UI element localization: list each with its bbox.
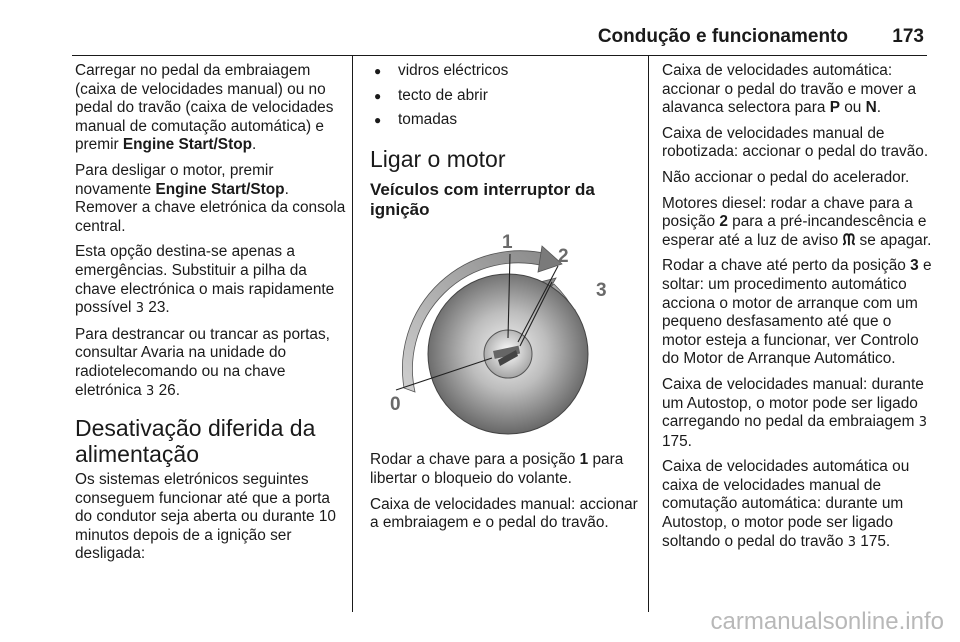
text: Caixa de velocidades automática: accionar o pedal do travão e mover a alavanca selectora para xyxy=(662,62,917,117)
text: Esta opção destina-se apenas a emergências. Substituir a pilha da chave electrónica o mais rapidamente possível xyxy=(75,243,335,317)
position-number: 2 xyxy=(719,213,728,231)
column-left xyxy=(75,62,347,571)
text: se apagar. xyxy=(855,231,932,249)
text: Para destrancar ou trancar as portas, consultar Avaria na unidade do radiotelecomando ou na chave eletrónica xyxy=(75,325,330,399)
list-item: ● tomadas xyxy=(370,111,642,130)
text: Caixa de velocidades automática ou caixa de velocidades manual de comutação automática: durante um Autostop, o motor pode ser ligado soltando o pedal do travão xyxy=(662,458,910,550)
paragraph xyxy=(662,195,934,251)
text: Rodar a chave até perto da posição xyxy=(662,257,911,275)
page-ref-icon: 3 xyxy=(918,415,927,431)
page-ref-icon: 3 xyxy=(135,301,145,317)
position-label-3: 3 xyxy=(596,279,607,301)
bullet-list xyxy=(370,62,642,130)
list-item: ● tecto de abrir xyxy=(370,87,642,106)
paragraph: Os sistemas eletrónicos seguintes conseguem funcionar até que a porta do condutor seja aberta ou durante 10 minutos depois de a ignição ser desligada: xyxy=(75,471,336,563)
list-item: ● vidros eléctricos xyxy=(370,62,642,81)
text: Para desligar o motor, premir novamente xyxy=(75,161,274,198)
text: . xyxy=(876,99,882,117)
gear-n: N xyxy=(865,99,877,117)
paragraph: Caixa de velocidades manual: accionar a embraiagem e o pedal do travão. xyxy=(370,495,638,532)
page-header xyxy=(0,0,960,56)
text: para libertar o bloqueio do volante. xyxy=(370,451,624,487)
text: Carregar no pedal da embraiagem (caixa de velocidades manual) ou no pedal do travão (caixa de velocidades manual de comutação automática) e premir xyxy=(75,62,334,154)
column-divider-right xyxy=(648,56,649,612)
text: . Remover a chave eletrónica da consola central. xyxy=(75,180,346,235)
text: e soltar: um procedimento automático acciona o motor de arranque com um pequeno desfasamento até que o motor esteja a funcionar, ver Controlo do Motor de Arranque Automático. xyxy=(662,257,932,368)
page-ref-icon: 3 xyxy=(847,534,856,550)
ignition-switch-diagram xyxy=(370,226,640,438)
paragraph xyxy=(370,451,642,488)
page-number: 173 xyxy=(892,26,924,47)
position-number: 3 xyxy=(910,257,919,275)
ignition-switch-figure xyxy=(370,226,642,444)
position-label-0: 0 xyxy=(390,393,401,415)
paragraph xyxy=(662,376,934,451)
column-right xyxy=(662,62,934,559)
header-rule xyxy=(72,55,927,56)
text: Motores diesel: rodar a chave para a posição xyxy=(662,194,913,231)
section-heading: Ligar o motor xyxy=(370,145,506,172)
glow-plug-warning-icon: ᙏ xyxy=(842,231,856,249)
page-ref-link[interactable]: 175. xyxy=(662,432,692,450)
column-middle xyxy=(370,62,642,540)
position-number: 1 xyxy=(579,451,589,469)
paragraph xyxy=(662,62,934,118)
paragraph xyxy=(662,458,934,552)
subsection-heading: Veículos com interruptor da ignição xyxy=(370,179,595,219)
text: ou xyxy=(839,99,866,117)
page-ref-link[interactable]: 23. xyxy=(144,299,170,317)
button-name: Engine Start/Stop xyxy=(122,136,253,154)
gear-p: P xyxy=(829,99,840,117)
paragraph: Não accionar o pedal do acelerador. xyxy=(662,168,910,186)
column-divider-left xyxy=(352,56,353,612)
page-ref-link[interactable]: 26. xyxy=(154,381,180,399)
button-name: Engine Start/Stop xyxy=(155,180,285,198)
text: Rodar a chave para a posição xyxy=(370,451,580,469)
text: . xyxy=(252,136,257,154)
paragraph xyxy=(75,243,347,318)
watermark: carmanualsonline.info xyxy=(710,608,944,635)
page-ref-link[interactable]: 175. xyxy=(855,532,891,550)
position-label-1: 1 xyxy=(502,231,513,253)
paragraph xyxy=(75,162,347,236)
page-ref-icon: 3 xyxy=(146,383,155,399)
paragraph xyxy=(75,62,347,155)
paragraph xyxy=(75,326,347,401)
paragraph: Caixa de velocidades manual de robotizada: accionar o pedal do travão. xyxy=(662,124,929,161)
section-title: Condução e funcionamento xyxy=(597,26,848,47)
text: Caixa de velocidades manual: durante um Autostop, o motor pode ser ligado carregando no pedal da embraiagem xyxy=(662,375,924,431)
text: para a pré-incandescência e esperar até a luz de aviso xyxy=(662,213,927,249)
paragraph xyxy=(662,257,934,369)
section-heading: Desativação diferida da alimentação xyxy=(75,415,316,468)
position-label-2: 2 xyxy=(558,245,569,267)
